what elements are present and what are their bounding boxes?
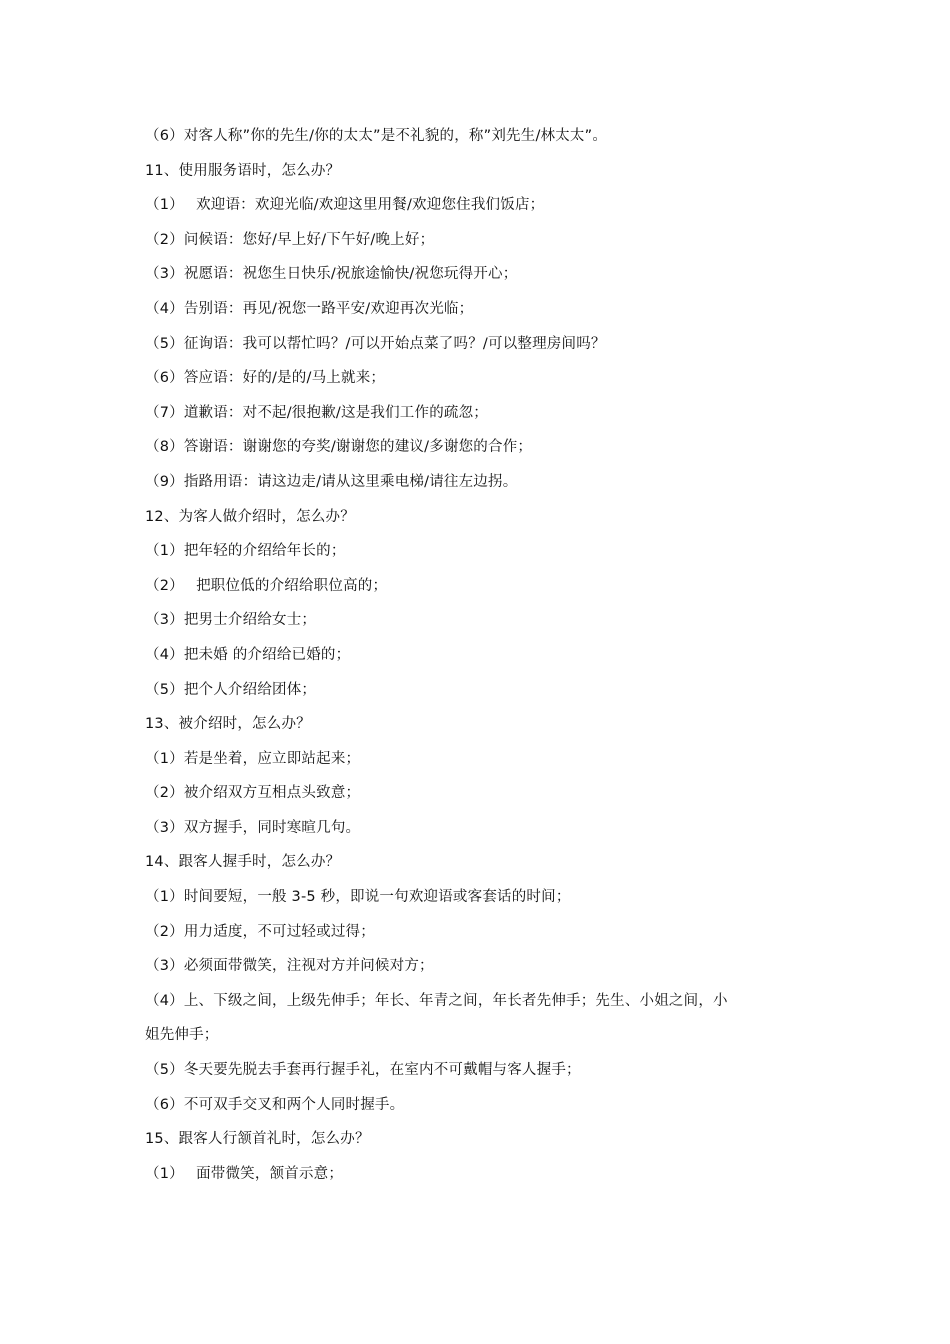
list-item-intro-young-to-old: （1）把年轻的介绍给年长的； [145, 543, 346, 560]
list-item-handshake-duration: （1）时间要短，一般 3-5 秒，即说一句欢迎语或客套话的时间； [145, 889, 571, 906]
list-item-handshake-order: （4）上、下级之间，上级先伸手；年长、年青之间，年长者先伸手；先生、小姐之间，小 [145, 992, 728, 1009]
section-heading-12: 12、为客人做介绍时，怎么办？ [145, 508, 355, 525]
list-item-nod-smile: （1） 面带微笑，颔首示意； [145, 1165, 344, 1182]
list-item-reply-phrases: （6）答应语：好的/是的/马上就来； [145, 370, 386, 387]
list-item-inquiry-phrases: （5）征询语：我可以帮忙吗？/可以开始点菜了吗？/可以整理房间吗？ [145, 335, 606, 352]
list-item-handshake-gloves: （5）冬天要先脱去手套再行握手礼，在室内不可戴帽与客人握手； [145, 1062, 581, 1079]
list-item-nod: （2）被介绍双方互相点头致意； [145, 785, 361, 802]
list-item-welcome-phrases: （1） 欢迎语：欢迎光临/欢迎这里用餐/欢迎您住我们饭店； [145, 197, 545, 214]
list-item-intro-unmarried-to-married: （4）把未婚 的介绍给已婚的； [145, 646, 351, 663]
list-item-handshake-order-continued: 姐先伸手； [145, 1027, 219, 1044]
list-item-direction-phrases: （9）指路用语：请这边走/请从这里乘电梯/请往左边拐。 [145, 473, 518, 490]
list-item-handshake-greet: （3）双方握手，同时寒暄几句。 [145, 819, 361, 836]
section-heading-11: 11、使用服务语时，怎么办？ [145, 162, 341, 179]
list-item-greeting-phrases: （2）问候语：您好/早上好/下午好/晚上好； [145, 231, 435, 248]
section-heading-15: 15、跟客人行颔首礼时，怎么办？ [145, 1131, 370, 1148]
list-item-stand-up: （1）若是坐着，应立即站起来； [145, 750, 361, 767]
section-heading-13: 13、被介绍时，怎么办？ [145, 716, 311, 733]
list-item-handshake-no-cross: （6）不可双手交叉和两个人同时握手。 [145, 1096, 405, 1113]
list-item-handshake-strength: （2）用力适度，不可过轻或过得； [145, 923, 375, 940]
list-item-farewell-phrases: （4）告别语：再见/祝您一路平安/欢迎再次光临； [145, 300, 474, 317]
list-item-intro-junior-to-senior: （2） 把职位低的介绍给职位高的； [145, 577, 388, 594]
list-item-wish-phrases: （3）祝愿语：祝您生日快乐/祝旅途愉快/祝您玩得开心； [145, 266, 518, 283]
document-body [145, 126, 815, 1198]
list-item-intro-individual-to-group: （5）把个人介绍给团体； [145, 681, 317, 698]
section-heading-14: 14、跟客人握手时，怎么办？ [145, 854, 341, 871]
list-item-intro-man-to-woman: （3）把男士介绍给女士； [145, 612, 317, 629]
list-item-apology-phrases: （7）道歉语：对不起/很抱歉/这是我们工作的疏忽； [145, 404, 488, 421]
list-item-handshake-smile: （3）必须面带微笑，注视对方并问候对方； [145, 958, 434, 975]
list-item-6-address-politely: （6）对客人称”你的先生/你的太太”是不礼貌的，称”刘先生/林太太”。 [145, 128, 608, 144]
list-item-thanks-phrases: （8）答谢语：谢谢您的夸奖/谢谢您的建议/多谢您的合作； [145, 439, 533, 456]
